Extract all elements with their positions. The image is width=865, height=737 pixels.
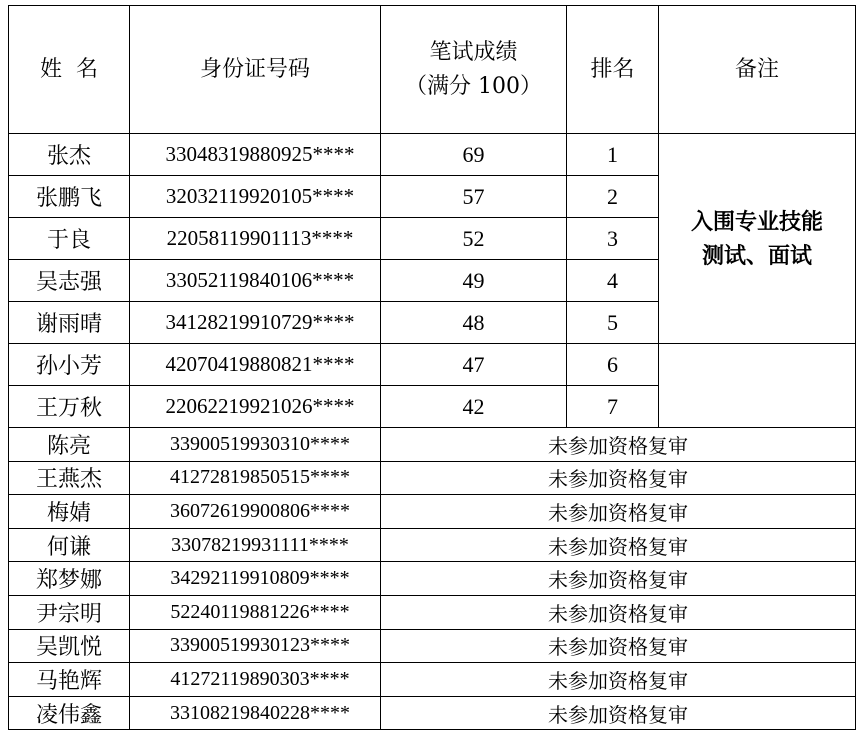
table-row bbox=[9, 428, 856, 462]
ranked-note-line1: 入围专业技能 bbox=[690, 208, 823, 235]
candidate-name: 张鹏飞 bbox=[9, 176, 130, 218]
candidate-name: 吴志强 bbox=[9, 260, 130, 302]
candidate-name: 尹宗明 bbox=[9, 595, 130, 629]
candidate-name: 凌伟鑫 bbox=[9, 696, 130, 730]
candidate-id: 33900519930123**** bbox=[130, 629, 381, 663]
header-score-title: 笔试成绩 bbox=[429, 39, 518, 65]
candidate-status: 未参加资格复审 bbox=[381, 428, 856, 462]
candidate-name: 王燕杰 bbox=[9, 461, 130, 495]
candidate-id: 33078219931111**** bbox=[130, 528, 381, 562]
candidate-score: 48 bbox=[381, 302, 567, 344]
candidate-status: 未参加资格复审 bbox=[381, 495, 856, 529]
note-empty-cell bbox=[659, 344, 856, 428]
candidate-id: 41272119890303**** bbox=[130, 663, 381, 697]
candidate-id: 22062219921026**** bbox=[130, 386, 381, 428]
candidate-status: 未参加资格复审 bbox=[381, 696, 856, 730]
candidate-rank: 6 bbox=[567, 344, 659, 386]
candidate-id: 34128219910729**** bbox=[130, 302, 381, 344]
candidate-rank: 7 bbox=[567, 386, 659, 428]
candidate-score: 49 bbox=[381, 260, 567, 302]
table-row bbox=[9, 562, 856, 596]
candidate-name: 张杰 bbox=[9, 134, 130, 176]
table-row bbox=[9, 461, 856, 495]
candidate-rank: 1 bbox=[567, 134, 659, 176]
ranked-note bbox=[659, 134, 856, 344]
candidate-id: 41272819850515**** bbox=[130, 461, 381, 495]
candidate-status: 未参加资格复审 bbox=[381, 629, 856, 663]
candidate-score: 57 bbox=[381, 176, 567, 218]
candidate-id: 42070419880821**** bbox=[130, 344, 381, 386]
header-score bbox=[381, 6, 567, 134]
candidate-score: 52 bbox=[381, 218, 567, 260]
candidate-name: 何谦 bbox=[9, 528, 130, 562]
header-rank: 排名 bbox=[567, 6, 659, 134]
table-row bbox=[9, 595, 856, 629]
candidate-name: 马艳辉 bbox=[9, 663, 130, 697]
candidate-status: 未参加资格复审 bbox=[381, 461, 856, 495]
candidate-name: 陈亮 bbox=[9, 428, 130, 462]
candidate-id: 22058119901113**** bbox=[130, 218, 381, 260]
candidate-name: 王万秋 bbox=[9, 386, 130, 428]
candidate-id: 52240119881226**** bbox=[130, 595, 381, 629]
table-row bbox=[9, 629, 856, 663]
candidate-rank: 2 bbox=[567, 176, 659, 218]
candidate-status: 未参加资格复审 bbox=[381, 595, 856, 629]
table-row bbox=[9, 696, 856, 730]
header-score-max: （满分 100） bbox=[405, 73, 542, 99]
table-row bbox=[9, 495, 856, 529]
candidate-score: 47 bbox=[381, 344, 567, 386]
candidate-id: 33048319880925**** bbox=[130, 134, 381, 176]
candidate-id: 32032119920105**** bbox=[130, 176, 381, 218]
candidate-name: 吴凯悦 bbox=[9, 629, 130, 663]
table-row bbox=[9, 134, 856, 176]
candidate-id: 36072619900806**** bbox=[130, 495, 381, 529]
candidate-name: 孙小芳 bbox=[9, 344, 130, 386]
candidate-rank: 3 bbox=[567, 218, 659, 260]
candidate-score: 42 bbox=[381, 386, 567, 428]
candidate-id: 33108219840228**** bbox=[130, 696, 381, 730]
candidate-rank: 4 bbox=[567, 260, 659, 302]
table-row bbox=[9, 663, 856, 697]
candidate-name: 梅婧 bbox=[9, 495, 130, 529]
table-row bbox=[9, 344, 856, 386]
table-row bbox=[9, 528, 856, 562]
header-name: 姓 名 bbox=[9, 6, 130, 134]
candidate-name: 于良 bbox=[9, 218, 130, 260]
candidate-score: 69 bbox=[381, 134, 567, 176]
candidate-status: 未参加资格复审 bbox=[381, 663, 856, 697]
candidate-status: 未参加资格复审 bbox=[381, 528, 856, 562]
results-table bbox=[8, 5, 856, 730]
ranked-note-line2: 测试、面试 bbox=[701, 242, 812, 269]
header-note: 备注 bbox=[659, 6, 856, 134]
candidate-name: 谢雨晴 bbox=[9, 302, 130, 344]
candidate-id: 33052119840106**** bbox=[130, 260, 381, 302]
header-id: 身份证号码 bbox=[130, 6, 381, 134]
candidate-id: 34292119910809**** bbox=[130, 562, 381, 596]
candidate-status: 未参加资格复审 bbox=[381, 562, 856, 596]
header-row bbox=[9, 6, 856, 134]
candidate-rank: 5 bbox=[567, 302, 659, 344]
candidate-name: 郑梦娜 bbox=[9, 562, 130, 596]
candidate-id: 33900519930310**** bbox=[130, 428, 381, 462]
